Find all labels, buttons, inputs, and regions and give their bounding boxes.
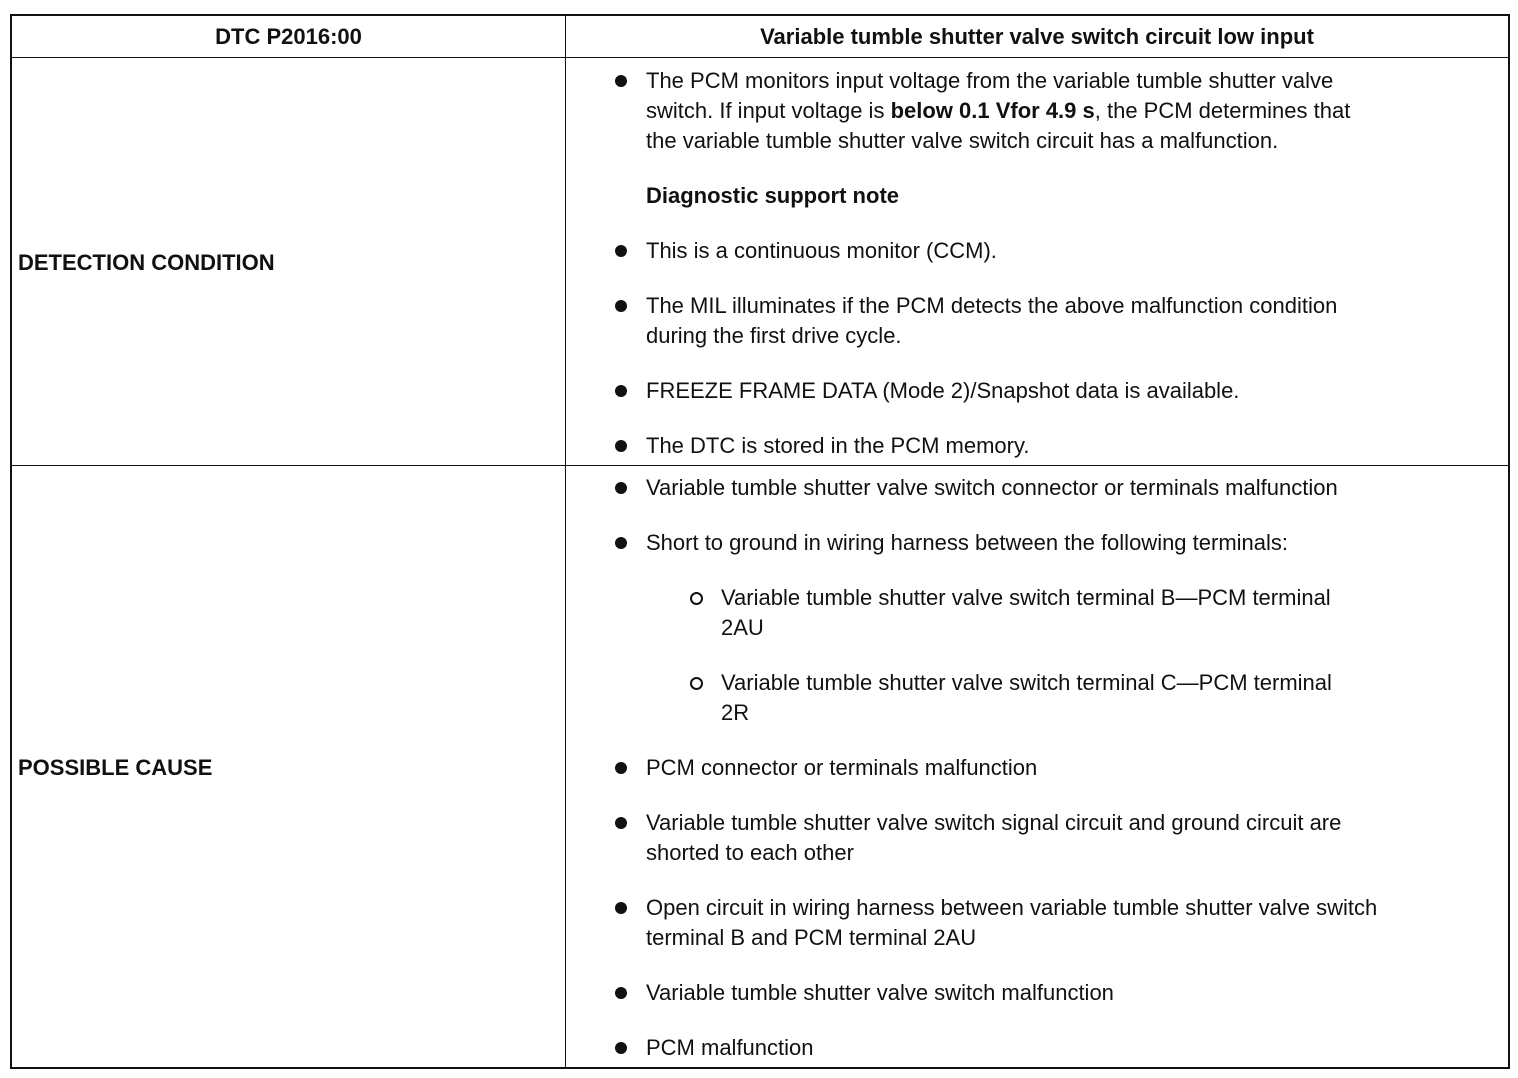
detection-item-5: The DTC is stored in the PCM memory.: [646, 433, 1030, 458]
dtc-title-header: Variable tumble shutter valve switch circuit low input: [760, 24, 1314, 49]
bullet-icon: [615, 300, 627, 312]
bullet-icon: [615, 1042, 627, 1054]
bullet-icon: [615, 817, 627, 829]
bullet-icon: [615, 245, 627, 257]
bullet-icon: [615, 987, 627, 999]
detection-item-1-line-3: the variable tumble shutter valve switch circuit has a malfunction.: [646, 128, 1279, 153]
bullet-icon: [615, 762, 627, 774]
bullet-icon: [615, 385, 627, 397]
detection-item-1-text: switch. If input voltage is: [646, 98, 891, 123]
detection-item-4: FREEZE FRAME DATA (Mode 2)/Snapshot data is available.: [646, 378, 1240, 403]
detection-item-1-line-2: [646, 96, 1350, 126]
bullet-icon: [615, 482, 627, 494]
cause-item-4: [646, 808, 1341, 868]
cause-sub-item-1: [721, 583, 1331, 643]
row-divider: [12, 465, 1508, 466]
column-divider: [565, 16, 566, 1067]
cause-item-5-line-2: terminal B and PCM terminal 2AU: [646, 925, 977, 950]
cause-item-5: [646, 893, 1377, 953]
cause-item-4-line-1: Variable tumble shutter valve switch signal circuit and ground circuit are: [646, 810, 1342, 835]
dtc-code-header: DTC P2016:00: [215, 24, 362, 49]
detection-item-3: [646, 291, 1337, 351]
bullet-icon: [615, 75, 627, 87]
detection-condition-label: DETECTION CONDITION: [18, 250, 275, 275]
bullet-icon: [615, 902, 627, 914]
cause-item-2: Short to ground in wiring harness between the following terminals:: [646, 530, 1289, 555]
cause-item-1: Variable tumble shutter valve switch connector or terminals malfunction: [646, 475, 1338, 500]
cause-item-6: Variable tumble shutter valve switch malfunction: [646, 980, 1114, 1005]
cause-item-3: PCM connector or terminals malfunction: [646, 755, 1038, 780]
detection-item-1: [646, 66, 1350, 156]
bullet-icon: [615, 440, 627, 452]
cause-sub-item-1-line-2: 2AU: [721, 615, 764, 640]
detection-item-1-text-end: , the PCM determines that: [1094, 98, 1351, 123]
detection-item-1-line-1: The PCM monitors input voltage from the variable tumble shutter valve: [646, 68, 1334, 93]
cause-sub-item-2-line-2: 2R: [721, 700, 750, 725]
diagnostic-support-note: Diagnostic support note: [646, 183, 899, 208]
bullet-icon: [615, 537, 627, 549]
cause-item-5-line-1: Open circuit in wiring harness between variable tumble shutter valve switch: [646, 895, 1378, 920]
header-row-divider: [12, 57, 1508, 58]
detection-threshold: below 0.1 Vfor 4.9 s: [890, 98, 1095, 123]
cause-sub-item-2: [721, 668, 1332, 728]
sub-bullet-icon: [690, 677, 703, 690]
cause-sub-item-2-line-1: Variable tumble shutter valve switch terminal C—PCM terminal: [721, 670, 1332, 695]
cause-item-4-line-2: shorted to each other: [646, 840, 854, 865]
cause-sub-item-1-line-1: Variable tumble shutter valve switch terminal B—PCM terminal: [721, 585, 1331, 610]
cause-item-7: PCM malfunction: [646, 1035, 814, 1060]
detection-item-3-line-2: during the first drive cycle.: [646, 323, 902, 348]
possible-cause-label: POSSIBLE CAUSE: [18, 755, 213, 780]
sub-bullet-icon: [690, 592, 703, 605]
detection-item-2: This is a continuous monitor (CCM).: [646, 238, 997, 263]
detection-item-3-line-1: The MIL illuminates if the PCM detects the above malfunction condition: [646, 293, 1338, 318]
